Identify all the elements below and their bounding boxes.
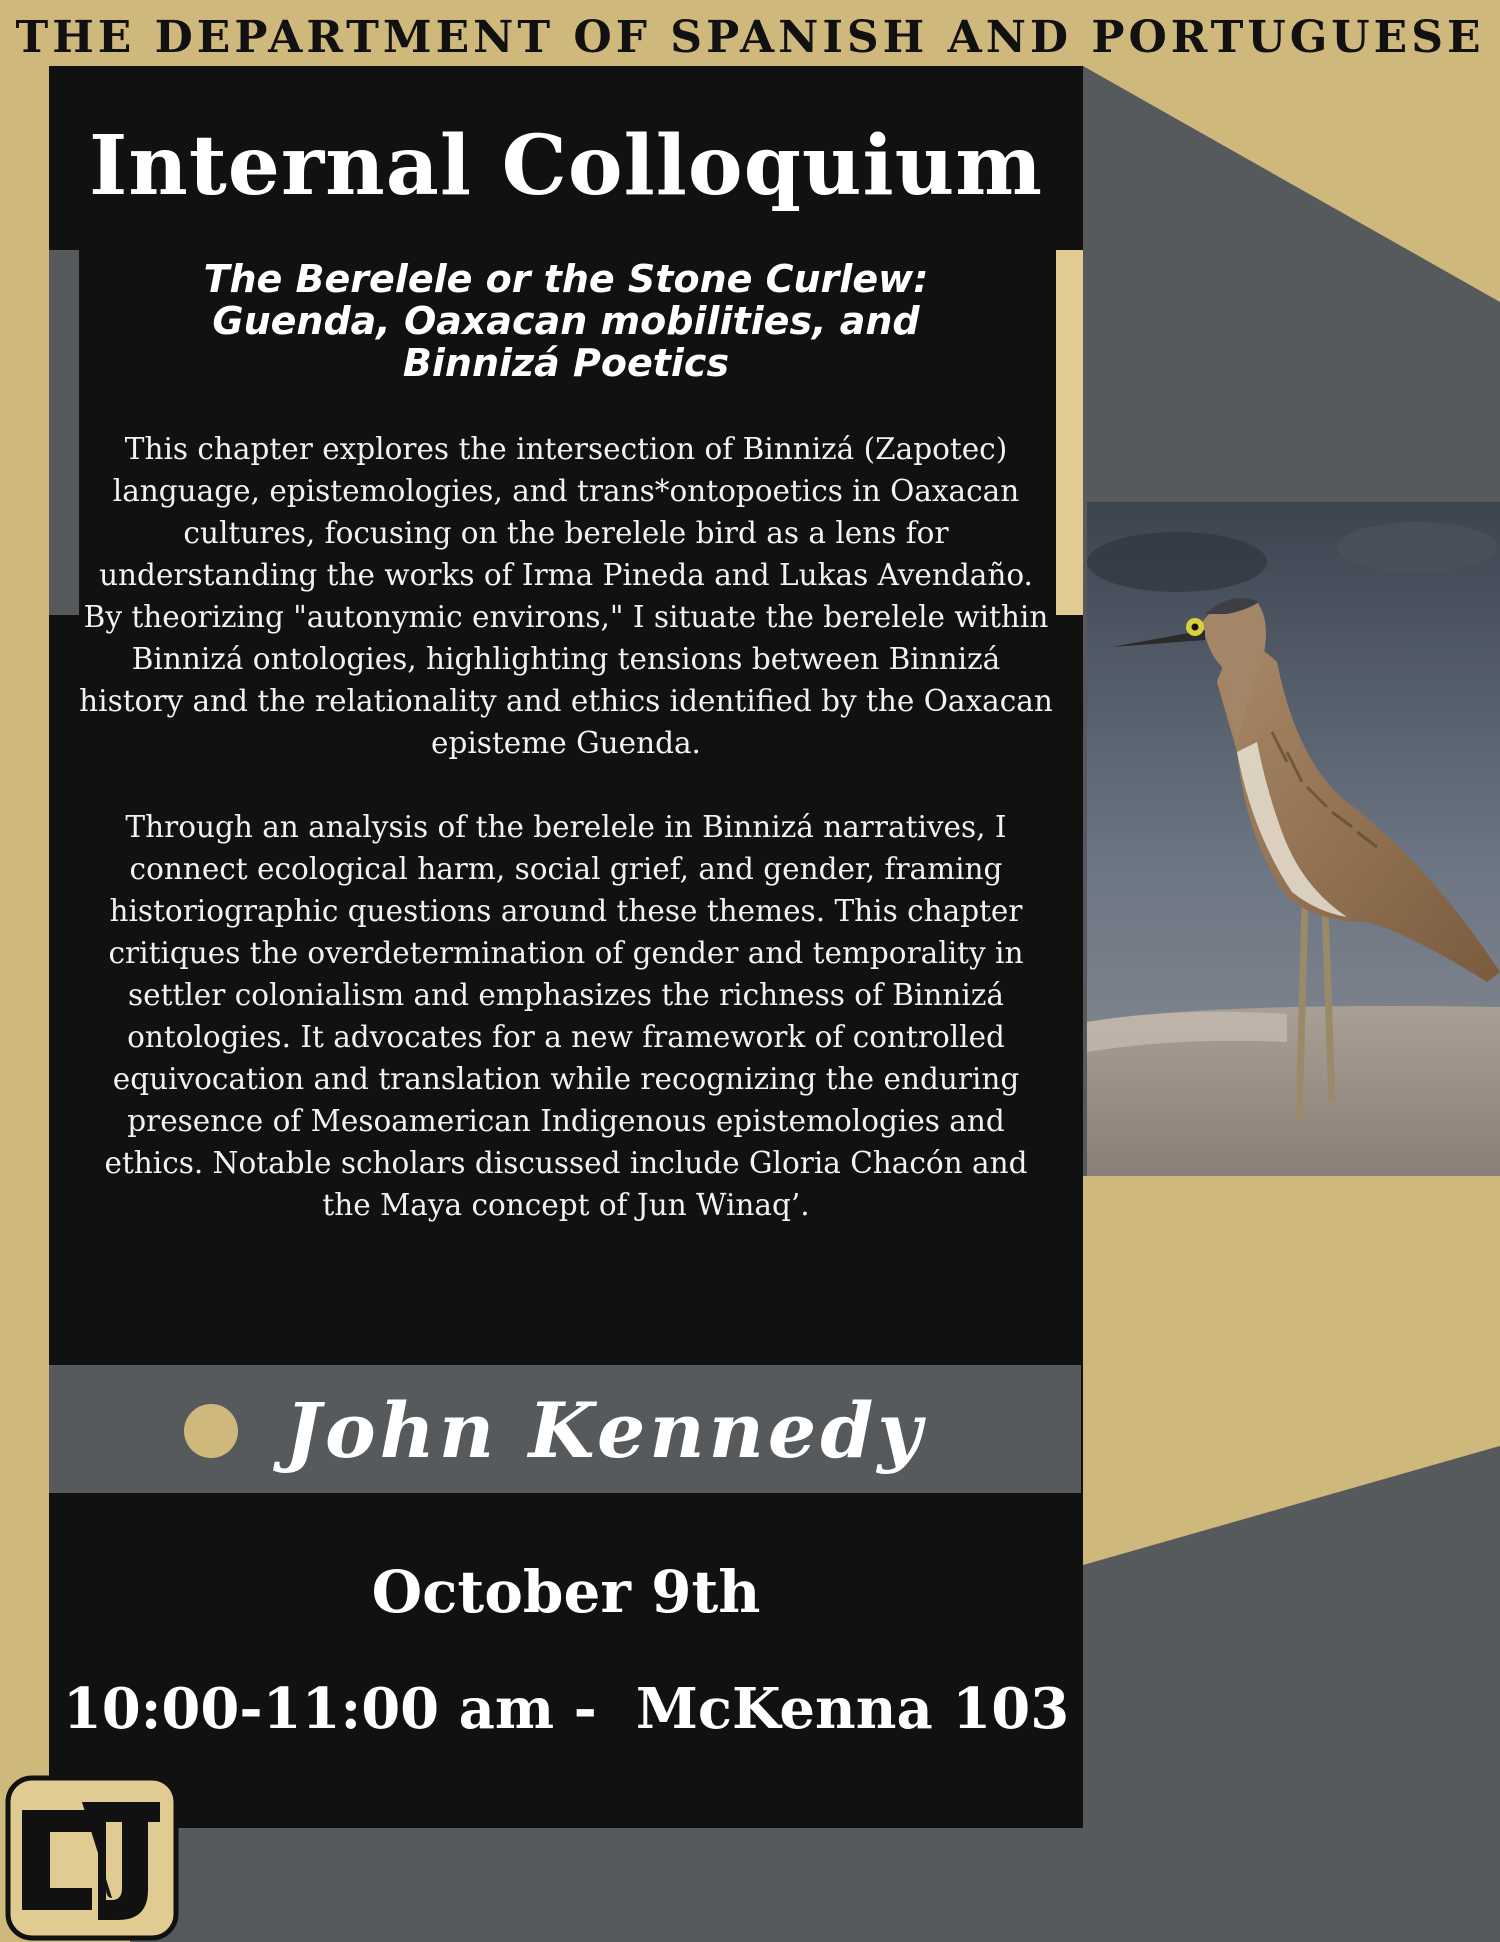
speaker-name: John Kennedy xyxy=(285,1386,926,1475)
abstract xyxy=(78,428,1054,1226)
abstract-paragraph-2: Through an analysis of the berelele in Binnizá narratives, I connect ecological harm, social grief, and gender, framing historiographic questions around these themes. This chapter critiques the overdetermination of gender and temporality in settler colonialism and emphasizes the richness of Binnizá ontologies. It advocates for a new framework of controlled equivocation and translation while recognizing the enduring presence of Mesoamerican Indigenous epistemologies and ethics. Notable scholars discussed include Gloria Chacón and the Maya concept of Jun Winaq’. xyxy=(104,810,1028,1222)
stone-curlew-bird-photo xyxy=(1087,502,1500,1176)
talk-title: The Berelele or the Stone Curlew: Guenda, Oaxacan mobilities, and Binnizá Poetics xyxy=(203,257,929,385)
department-heading: THE DEPARTMENT OF SPANISH AND PORTUGUESE xyxy=(15,12,1485,63)
right-accent-stripe xyxy=(1056,250,1083,615)
event-time-location: 10:00-11:00 am - McKenna 103 xyxy=(62,1676,1070,1742)
left-accent-stripe xyxy=(49,250,79,615)
cu-logo-icon xyxy=(0,1770,185,1942)
event-title: Internal Colloquium xyxy=(88,118,1044,214)
bullet-icon xyxy=(184,1404,238,1458)
event-date: October 9th xyxy=(371,1558,761,1626)
abstract-paragraph-1: This chapter explores the intersection of Binnizá (Zapotec) language, epistemologies, and trans*ontopoetics in Oaxacan cultures, focusing on the berelele bird as a lens for understanding the works of Irma Pineda and Lukas Avendaño. By theorizing "autonymic environs," I situate the berelele within Binnizá ontologies, highlighting tensions between Binnizá history and the relationality and ethics identified by the Oaxacan episteme Guenda. xyxy=(79,432,1053,760)
